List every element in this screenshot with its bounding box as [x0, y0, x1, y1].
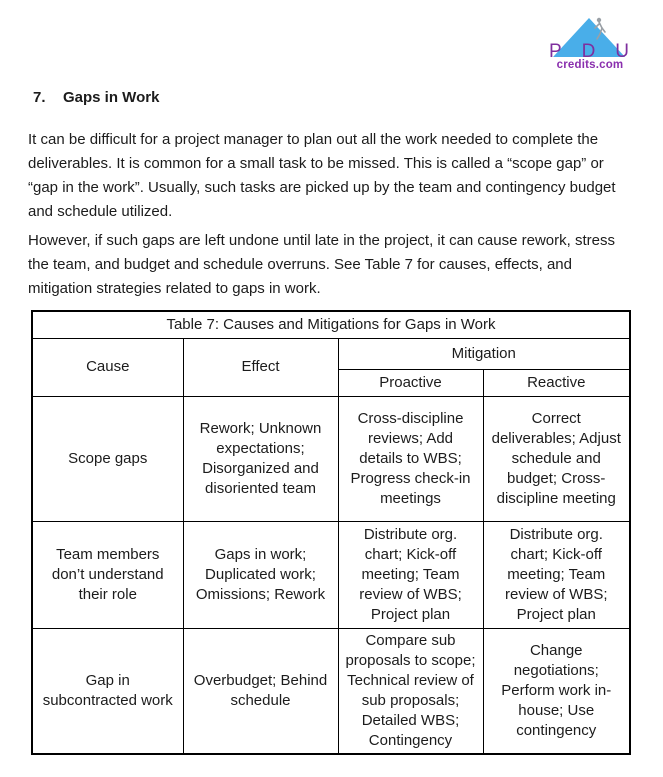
body-paragraph-1: It can be difficult for a project manager to plan out all the work needed to complete the deliverables. It is common for a small task to be missed. This is called a “scope gap” or “gap in the work”. Usually, such tasks are picked up by the team and contingency budget and schedule utilized. [28, 131, 616, 220]
cell-proactive: Compare sub proposals to scope; Technical review of sub proposals; Detailed WBS; Contingency [338, 628, 483, 754]
cell-proactive: Cross-discipline reviews; Add details to WBS; Progress check-in meetings [338, 396, 483, 521]
causes-mitigations-table [31, 310, 631, 755]
column-header-proactive: Proactive [338, 369, 483, 396]
section-number: 7. [33, 89, 46, 106]
cell-proactive: Distribute org. chart; Kick-off meeting; Team review of WBS; Project plan [338, 521, 483, 628]
cell-cause: Scope gaps [32, 396, 183, 521]
section-heading [33, 89, 159, 106]
column-header-reactive: Reactive [483, 369, 630, 396]
table-row [32, 628, 630, 754]
cell-effect: Rework; Unknown expectations; Disorganized and disoriented team [183, 396, 338, 521]
pducredits-logo [546, 14, 634, 74]
body-paragraph-2: However, if such gaps are left undone until late in the project, it can cause rework, stress the team, and budget and schedule overruns. See Table 7 for causes, effects, and mitigation strategies related to gaps in work. [28, 232, 615, 297]
cell-reactive: Correct deliverables; Adjust schedule and budget; Cross-discipline meeting [483, 396, 630, 521]
column-header-effect: Effect [183, 338, 338, 396]
table-row [32, 396, 630, 521]
cell-reactive: Distribute org. chart; Kick-off meeting; Team review of WBS; Project plan [483, 521, 630, 628]
table-row [32, 521, 630, 628]
cell-effect: Gaps in work; Duplicated work; Omissions; Rework [183, 521, 338, 628]
logo-letter-p: P [549, 41, 562, 62]
logo-domain-text: credits.com [556, 59, 624, 71]
cell-cause: Gap in subcontracted work [32, 628, 183, 754]
table-title: Table 7: Causes and Mitigations for Gaps in Work [32, 311, 630, 338]
column-header-cause: Cause [32, 338, 183, 396]
cell-cause: Team members don’t understand their role [32, 521, 183, 628]
cell-effect: Overbudget; Behind schedule [183, 628, 338, 754]
cell-reactive: Change negotiations; Perform work in-house; Use contingency [483, 628, 630, 754]
logo-letter-u: U [615, 41, 629, 62]
section-title: Gaps in Work [63, 89, 160, 106]
logo-letter-d: D [581, 41, 596, 62]
column-header-mitigation: Mitigation [338, 338, 630, 369]
